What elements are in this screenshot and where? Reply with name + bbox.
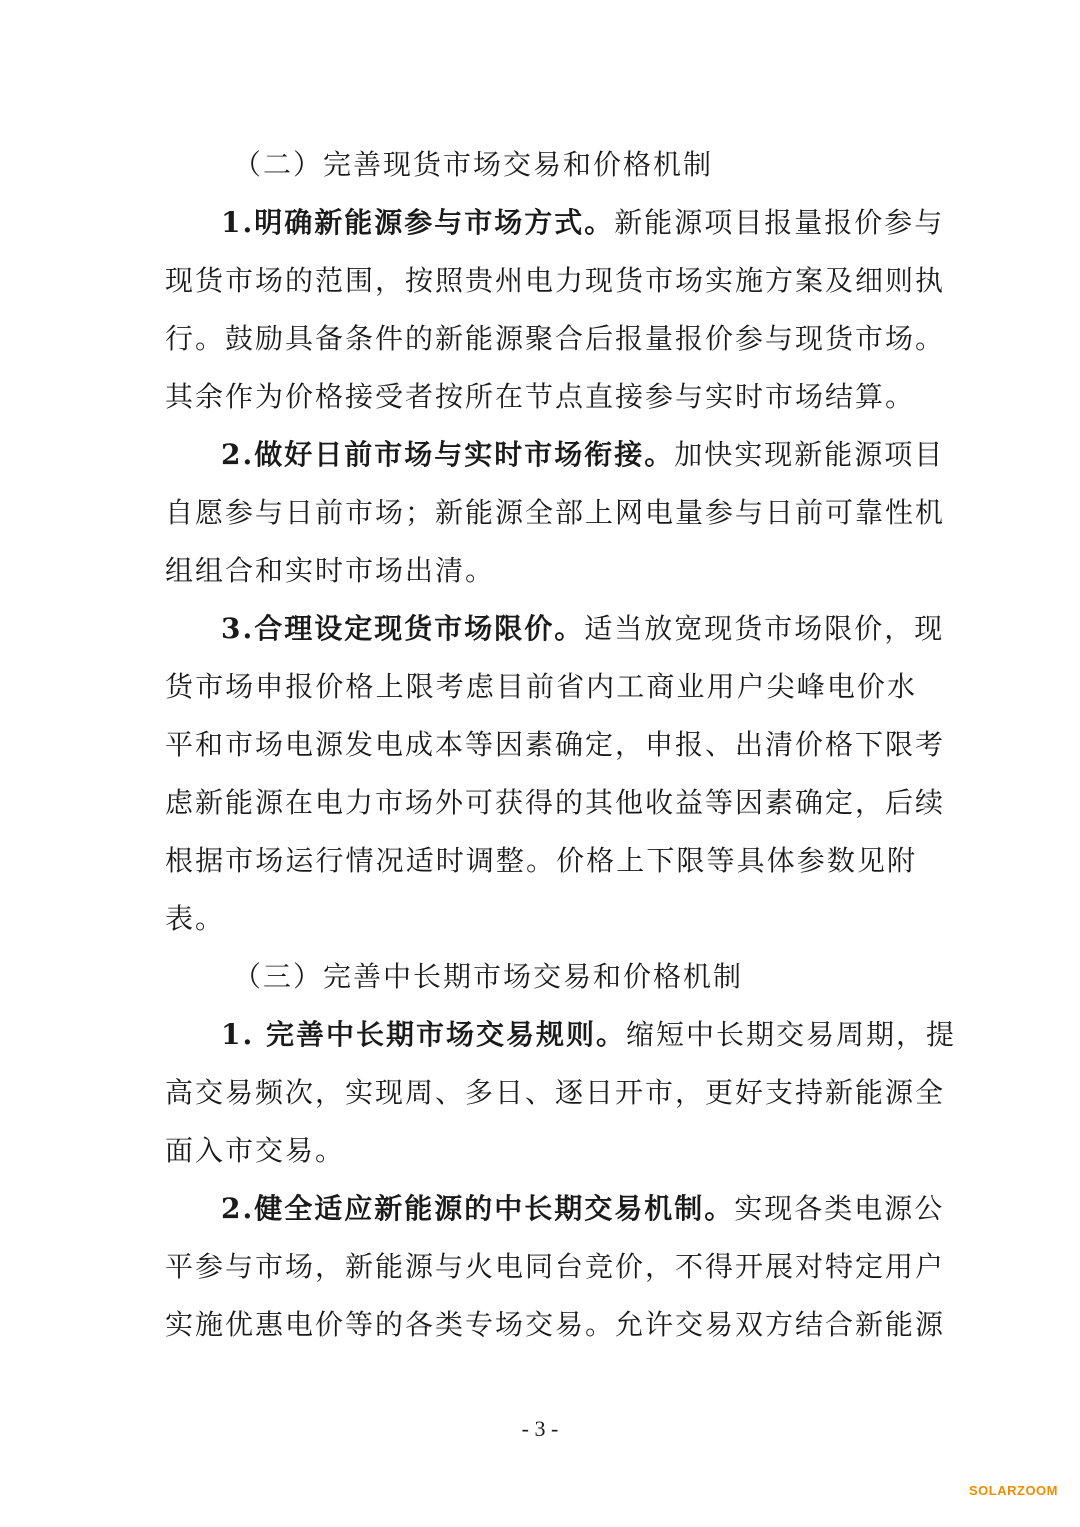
paragraph-3-2-line-2: 平参与市场，新能源与火电同台竞价，不得开展对特定用户: [165, 1250, 946, 1283]
section-heading-2: （二）完善现货市场交易和价格机制: [233, 148, 714, 181]
section-heading-3: （三）完善中长期市场交易和价格机制: [233, 960, 744, 993]
paragraph-3-1-line-1: 1. 完善中长期市场交易规则。缩短中长期交易周期，提: [221, 1018, 956, 1051]
paragraph-3-2-line-1: 2.健全适应新能源的中长期交易机制。实现各类电源公: [221, 1192, 945, 1225]
paragraph-2-3-line-3: 平和市场电源发电成本等因素确定，申报、出清价格下限考: [165, 728, 946, 761]
paragraph-2-1-line-4: 其余作为价格接受者按所在节点直接参与实时市场结算。: [165, 380, 916, 413]
watermark-logo: SOLARZOOM: [969, 1483, 1058, 1498]
paragraph-2-2-line-3: 组组合和实时市场出清。: [165, 554, 496, 587]
paragraph-2-1-line-1: 1.明确新能源参与市场方式。新能源项目报量报价参与: [221, 206, 945, 239]
document-body: [165, 136, 956, 1354]
paragraph-2-1-line-3: 行。鼓励具备条件的新能源聚合后报量报价参与现货市场。: [165, 322, 946, 355]
paragraph-lead: 1. 完善中长期市场交易规则。: [221, 1018, 626, 1051]
paragraph-lead: 2.健全适应新能源的中长期交易机制。: [221, 1192, 735, 1225]
paragraph-lead: 3.合理设定现货市场限价。: [221, 612, 585, 645]
paragraph-2-3-line-5: 根据市场运行情况适时调整。价格上下限等具体参数见附: [165, 844, 917, 877]
paragraph-3-1-line-3: 面入市交易。: [165, 1134, 346, 1167]
page-number: - 3 -: [521, 1416, 559, 1441]
paragraph-lead: 2.做好日前市场与实时市场衔接。: [221, 438, 675, 471]
paragraph-2-3-line-2: 货市场申报价格上限考虑目前省内工商业用户尖峰电价水: [165, 670, 917, 703]
paragraph-2-3-line-1: 3.合理设定现货市场限价。适当放宽现货市场限价，现: [221, 612, 945, 645]
paragraph-2-3-line-6: 表。: [165, 902, 226, 935]
paragraph-2-1-line-2: 现货市场的范围，按照贵州电力现货市场实施方案及细则执: [165, 264, 946, 297]
paragraph-2-2-line-2: 自愿参与日前市场；新能源全部上网电量参与日前可靠性机: [165, 496, 946, 529]
paragraph-2-3-line-4: 虑新能源在电力市场外可获得的其他收益等因素确定，后续: [165, 786, 946, 819]
paragraph-2-2-line-1: 2.做好日前市场与实时市场衔接。加快实现新能源项目: [221, 438, 945, 471]
paragraph-3-1-line-2: 高交易频次，实现周、多日、逐日开市，更好支持新能源全: [165, 1076, 946, 1109]
paragraph-3-2-line-3: 实施优惠电价等的各类专场交易。允许交易双方结合新能源: [165, 1308, 946, 1341]
paragraph-lead: 1.明确新能源参与市场方式。: [221, 206, 615, 239]
